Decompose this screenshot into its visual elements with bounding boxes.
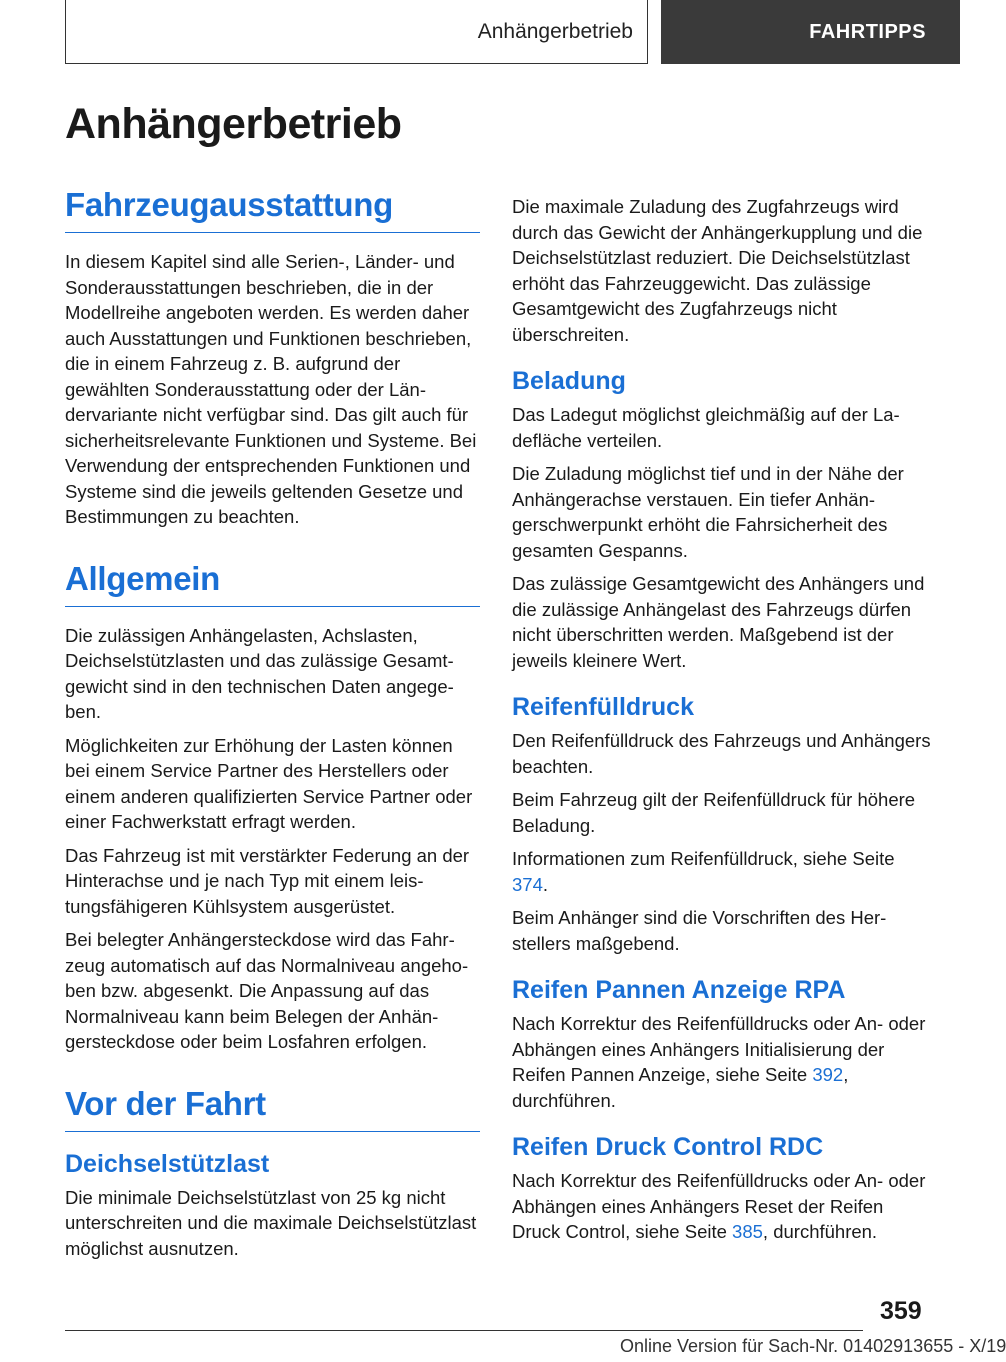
subheading-rdc: Reifen Druck Control RDC xyxy=(512,1133,824,1161)
paragraph: Die Zuladung möglichst tief und in der Nähe der Anhängerachse verstauen. Ein tiefer Anhängerschwerpunkt erhöht die Fahrsicherheit des gesamten Gespanns. xyxy=(512,463,904,561)
paragraph: Das zulässige Gesamtgewicht des Anhängers und die zulässige Anhängelast des Fahrzeugs dürfen nicht überschritten werden. Maßgebend ist der jeweils kleinere Wert. xyxy=(512,573,925,671)
page-link-374[interactable]: 374 xyxy=(512,873,543,895)
heading-allgemein: Allgemein xyxy=(65,560,480,607)
paragraph: Beim Anhänger sind die Vorschriften des Herstellers maßgebend. xyxy=(512,907,887,954)
footer-divider xyxy=(65,1330,863,1331)
heading-fahrzeugausstattung: Fahrzeugausstattung xyxy=(65,186,480,233)
subheading-beladung: Beladung xyxy=(512,367,626,395)
text: , durchführen. xyxy=(762,1221,878,1242)
paragraph: Bei belegter Anhängersteckdose wird das Fahrzeug automatisch auf das Normalniveau angehoben bzw. abgesenkt. Die Anpassung auf das Normalniveau kann beim Belegen der Anhängersteckdose oder beim Losfahren erfolgen. xyxy=(65,929,469,1052)
left-column xyxy=(65,186,480,1269)
paragraph: Möglichkeiten zur Erhöhung der Lasten können bei einem Service Partner des Herstellers oder einem anderen qualifizierten Service Partner oder einer Fachwerkstatt erfragt werden. xyxy=(65,734,473,832)
text: Informationen zum Reifenfülldruck, siehe Seite xyxy=(512,848,895,869)
footer-text: Online Version für Sach-Nr. 01402913655 - X/19 xyxy=(620,1336,1006,1356)
text: Nach Korrektur des Reifenfülldrucks oder An- oder Abhängen eines Anhängers Initialisierung der Reifen Pannen Anzeige, siehe Seite xyxy=(512,1013,926,1085)
paragraph xyxy=(512,1168,932,1245)
text: . xyxy=(542,873,549,895)
paragraph: Beim Fahrzeug gilt der Reifenfülldruck für höhere Beladung. xyxy=(512,789,916,836)
subheading-reifenfuelldruck: Reifenfülldruck xyxy=(512,693,694,721)
page-number: 359 xyxy=(880,1297,922,1325)
header-chapter-tab xyxy=(661,0,960,64)
subheading-deichselstuetzlast: Deichselstützlast xyxy=(65,1149,270,1178)
page-link-392[interactable]: 392 xyxy=(812,1064,844,1085)
header-chapter-label: FAHRTIPPS xyxy=(809,20,926,43)
text: Nach Korrektur des Reifenfülldrucks oder An- oder Abhängen eines Anhängers Reset der Reifen Druck Control, siehe Seite xyxy=(512,1170,926,1242)
paragraph: In diesem Kapitel sind alle Serien-, Länder- und Sonderausstattungen beschrieben, die in der Modellreihe angeboten werden. Es werden daher auch Ausstattungen und Funktionen beschrieben, die in einem Fahrzeug z. B. aufgrund der gewählten Sonderausstattung oder der Ländervariante nicht verfügbar sind. Das gilt auch für sicherheitsrelevante Funktionen und Systeme. Bei Verwendung der entsprechenden Funktionen und Systeme sind die jeweils geltenden Gesetze und Bestimmungen zu beachten. xyxy=(65,251,477,527)
paragraph xyxy=(512,1011,932,1113)
header-section-box xyxy=(65,0,648,64)
page-link-385[interactable]: 385 xyxy=(732,1221,763,1242)
subheading-rpa: Reifen Pannen Anzeige RPA xyxy=(512,976,846,1004)
paragraph: Die maximale Zuladung des Zugfahrzeugs wird durch das Gewicht der Anhängerkupplung und die Deichselstützlast reduziert. Die Deichselstützlast erhöht das Fahrzeuggewicht. Das zulässige Gesamtgewicht des Zugfahrzeugs nicht überschreiten. xyxy=(512,196,923,345)
right-column xyxy=(512,194,932,1253)
paragraph xyxy=(512,846,932,897)
paragraph: Die zulässigen Anhängelasten, Achslasten, Deichselstützlasten und das zulässige Gesamtgewicht sind in den technischen Daten angegeben. xyxy=(65,624,454,722)
paragraph: Das Fahrzeug ist mit verstärkter Federung an der Hinterachse und je nach Typ mit einem leistungsfähigeren Kühlsystem ausgerüstet. xyxy=(65,844,470,917)
paragraph: Die minimale Deichselstützlast von 25 kg nicht unterschreiten und die maximale Deichselstützlast möglichst ausnutzen. xyxy=(65,1186,477,1259)
paragraph: Das Ladegut möglichst gleichmäßig auf der Ladefläche verteilen. xyxy=(512,404,900,451)
text: , durchführen. xyxy=(512,1064,849,1111)
paragraph: Den Reifenfülldruck des Fahrzeugs und Anhängers beachten. xyxy=(512,730,931,777)
page-title: Anhängerbetrieb xyxy=(65,100,402,148)
heading-vor-der-fahrt: Vor der Fahrt xyxy=(65,1085,480,1132)
header-section-label: Anhängerbetrieb xyxy=(477,19,633,43)
